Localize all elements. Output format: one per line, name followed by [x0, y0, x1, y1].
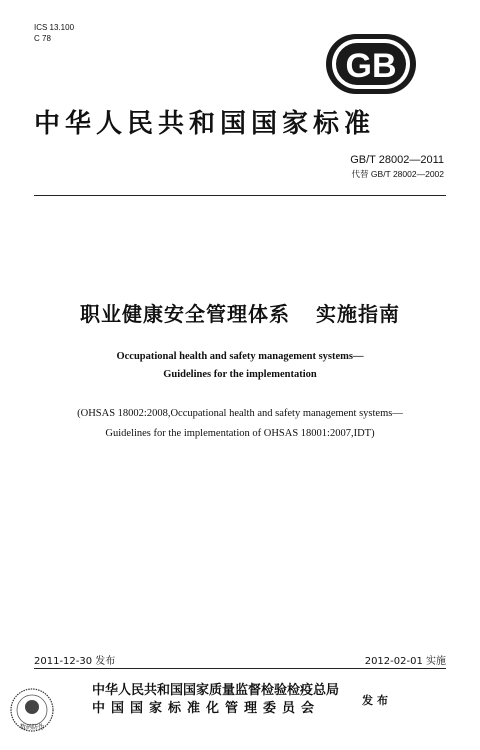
seal-text: 数码防伪 — [19, 724, 45, 731]
standard-number-block — [350, 153, 444, 181]
equivalence-line1: (OHSAS 18002:2008,Occupational health and safety management systems— — [77, 408, 403, 419]
top-divider — [34, 195, 446, 196]
gb-logo — [318, 30, 422, 98]
anti-counterfeit-seal — [8, 686, 56, 734]
english-title — [0, 348, 480, 384]
ics-code: ICS 13.100 — [34, 23, 75, 32]
classification-codes — [34, 22, 74, 44]
bottom-divider — [34, 668, 446, 669]
issue-label: 发布 — [362, 694, 392, 707]
issuer-aqsiq: 中华人民共和国国家质量监督检验检疫总局 — [92, 683, 340, 698]
national-standard-heading: 中华人民共和国国家标准 — [34, 109, 376, 139]
chinese-title — [0, 298, 480, 327]
equivalence-note — [30, 404, 450, 444]
effective-date: 2012-02-01 实施 — [364, 656, 446, 667]
standard-number: GB/T 28002—2011 — [350, 154, 444, 166]
issue-date: 2011-12-30 发布 — [34, 656, 116, 667]
ccs-code: C 78 — [34, 34, 51, 43]
issuing-authorities — [92, 682, 339, 718]
chinese-title-part2: 实施指南 — [316, 302, 400, 326]
logo-text: GB — [345, 47, 397, 85]
issuer-sac: 中国国家标准化管理委员会 — [92, 701, 321, 716]
equivalence-line2: Guidelines for the implementation of OHSAS 18001:2007,IDT) — [105, 428, 375, 439]
english-title-line2: Guidelines for the implementation — [163, 369, 317, 380]
chinese-title-part1: 职业健康安全管理体系 — [80, 302, 290, 326]
replaces-standard: 代替 GB/T 28002—2002 — [351, 169, 444, 179]
english-title-line1: Occupational health and safety management systems— — [116, 351, 364, 362]
